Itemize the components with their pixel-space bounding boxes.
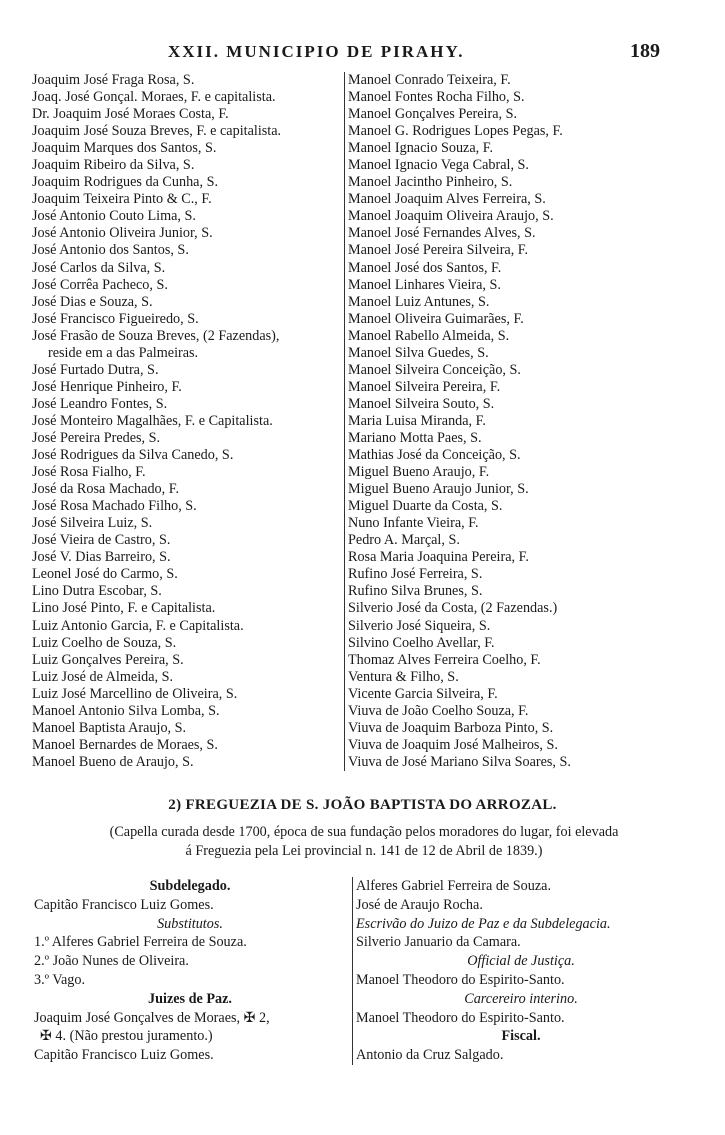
- list-item: Viuva de José Mariano Silva Soares, S.: [348, 753, 571, 770]
- left-name-column: [32, 72, 344, 771]
- list-item: Vicente Garcia Silveira, F.: [348, 685, 498, 702]
- list-item: Manoel Ignacio Vega Cabral, S.: [348, 157, 529, 174]
- right-name-column: [344, 72, 688, 771]
- list-item: José Monteiro Magalhães, F. e Capitalista.: [32, 412, 273, 429]
- official-justica-name: Manoel Theodoro do Espirito-Santo.: [356, 971, 565, 988]
- carcereiro-name: Manoel Theodoro do Espirito-Santo.: [356, 1009, 565, 1026]
- list-item: Silverio José Siqueira, S.: [348, 617, 491, 634]
- list-item: Manoel Silva Guedes, S.: [348, 344, 489, 361]
- list-item: José Antonio Couto Lima, S.: [32, 208, 196, 225]
- list-item: Mathias José da Conceição, S.: [348, 447, 521, 464]
- list-item: Dr. Joaquim José Moraes Costa, F.: [32, 106, 229, 123]
- list-item: Manoel Luiz Antunes, S.: [348, 293, 490, 310]
- list-item: Joaquim José Fraga Rosa, S.: [32, 72, 195, 88]
- list-item: Manoel Bernardes de Moraes, S.: [32, 736, 218, 753]
- list-item: José Henrique Pinheiro, F.: [32, 378, 182, 395]
- list-item: Luiz Coelho de Souza, S.: [32, 634, 177, 651]
- list-item: Silvino Coelho Avellar, F.: [348, 634, 495, 651]
- list-item: Silverio José da Costa, (2 Fazendas.): [348, 600, 558, 617]
- list-item: Manoel Joaquim Alves Ferreira, S.: [348, 191, 546, 208]
- page-title: XXII. MUNICIPIO DE PIRAHY.: [168, 42, 465, 61]
- list-item: Pedro A. Marçal, S.: [348, 532, 460, 549]
- list-item: Manoel Antonio Silva Lomba, S.: [32, 702, 220, 719]
- list-item: Leonel José do Carmo, S.: [32, 566, 178, 583]
- list-item: Miguel Duarte da Costa, S.: [348, 498, 503, 515]
- page-number: 189: [630, 40, 660, 62]
- list-item: Manoel Rabello Almeida, S.: [348, 327, 510, 344]
- page-header: [0, 38, 725, 68]
- substituto-item: 2.º João Nunes de Oliveira.: [34, 953, 189, 970]
- official-line: Alferes Gabriel Ferreira de Souza.: [356, 878, 551, 894]
- list-item: José Pereira Predes, S.: [32, 429, 161, 446]
- section-title: 2) FREGUEZIA DE S. JOÃO BAPTISTA DO ARROZAL.: [168, 797, 557, 813]
- list-item: José Antonio dos Santos, S.: [32, 242, 189, 259]
- list-item: Joaquim Marques dos Santos, S.: [32, 140, 217, 157]
- list-item: Manoel Ignacio Souza, F.: [348, 140, 494, 157]
- list-item: Luiz Antonio Garcia, F. e Capitalista.: [32, 617, 244, 634]
- list-item: Manoel Baptista Araujo, S.: [32, 719, 187, 736]
- list-item: Viuva de Joaquim Barboza Pinto, S.: [348, 719, 554, 736]
- juiz-line: ✠ 4. (Não prestou juramento.): [40, 1028, 213, 1045]
- list-item: Ventura & Filho, S.: [348, 668, 459, 685]
- list-item: Rufino Silva Brunes, S.: [348, 583, 483, 600]
- list-item: José Frasão de Souza Breves, (2 Fazendas),: [32, 327, 280, 344]
- list-item: Manoel Silveira Pereira, F.: [348, 378, 501, 395]
- list-item: José Leandro Fontes, S.: [32, 395, 168, 412]
- list-item: Miguel Bueno Araujo Junior, S.: [348, 481, 529, 498]
- list-item: Manoel Silveira Souto, S.: [348, 395, 495, 412]
- official-justica-heading: Official de Justiça.: [467, 953, 575, 970]
- list-item: Lino Dutra Escobar, S.: [32, 583, 162, 600]
- officials-left-block: [34, 877, 346, 1065]
- list-item: Manoel G. Rodrigues Lopes Pegas, F.: [348, 123, 563, 140]
- list-item: José Rodrigues da Silva Canedo, S.: [32, 447, 234, 464]
- list-item: Luiz Gonçalves Pereira, S.: [32, 651, 184, 668]
- list-item: José V. Dias Barreiro, S.: [32, 549, 171, 566]
- section-note: [34, 823, 694, 861]
- list-item: Maria Luisa Miranda, F.: [348, 412, 486, 429]
- list-item: Nuno Infante Vieira, F.: [348, 515, 479, 532]
- list-item: Joaquim Ribeiro da Silva, S.: [32, 157, 195, 174]
- list-item: Manoel Oliveira Guimarães, F.: [348, 310, 524, 327]
- list-item: Thomaz Alves Ferreira Coelho, F.: [348, 651, 541, 668]
- list-item: Viuva de Joaquim José Malheiros, S.: [348, 736, 558, 753]
- list-item: Joaq. José Gonçal. Moraes, F. e capitalista.: [32, 89, 276, 106]
- list-item: Manoel José Pereira Silveira, F.: [348, 242, 529, 259]
- list-item: Luiz José de Almeida, S.: [32, 668, 174, 685]
- list-item: Manoel José dos Santos, F.: [348, 259, 502, 276]
- juizes-heading: Juizes de Paz.: [148, 990, 232, 1007]
- list-item: José da Rosa Machado, F.: [32, 481, 180, 498]
- list-item: Luiz José Marcellino de Oliveira, S.: [32, 685, 238, 702]
- list-item: Viuva de João Coelho Souza, F.: [348, 702, 529, 719]
- subdelegado-name: Capitão Francisco Luiz Gomes.: [34, 896, 214, 913]
- subdelegado-heading: Subdelegado.: [149, 878, 231, 894]
- list-item: José Rosa Fialho, F.: [32, 464, 146, 481]
- list-item: Joaquim Teixeira Pinto & C., F.: [32, 191, 212, 208]
- juiz-line: Capitão Francisco Luiz Gomes.: [34, 1047, 214, 1064]
- list-item: José Dias e Souza, S.: [32, 293, 153, 310]
- list-item: José Vieira de Castro, S.: [32, 532, 171, 549]
- list-item: Rufino José Ferreira, S.: [348, 566, 483, 583]
- list-item: Mariano Motta Paes, S.: [348, 429, 482, 446]
- list-item: José Rosa Machado Filho, S.: [32, 498, 197, 515]
- list-item: José Antonio Oliveira Junior, S.: [32, 225, 213, 242]
- fiscal-name: Antonio da Cruz Salgado.: [356, 1047, 504, 1064]
- list-item: Manoel José Fernandes Alves, S.: [348, 225, 536, 242]
- list-item: José Francisco Figueiredo, S.: [32, 310, 199, 327]
- list-item: José Furtado Dutra, S.: [32, 361, 159, 378]
- list-item: Manoel Linhares Vieira, S.: [348, 276, 501, 293]
- substitutos-heading: Substitutos.: [157, 915, 223, 932]
- carcereiro-heading: Carcereiro interino.: [464, 990, 578, 1007]
- list-item: José Corrêa Pacheco, S.: [32, 276, 168, 293]
- escrivao-name: Silverio Januario da Camara.: [356, 934, 521, 951]
- list-item: Manoel Jacintho Pinheiro, S.: [348, 174, 513, 191]
- list-item-continuation: reside em a das Palmeiras.: [48, 344, 199, 361]
- list-item: Lino José Pinto, F. e Capitalista.: [32, 600, 216, 617]
- list-item: Manoel Fontes Rocha Filho, S.: [348, 89, 525, 106]
- juiz-line: Joaquim José Gonçalves de Moraes, ✠ 2,: [34, 1009, 270, 1026]
- list-item: José Silveira Luiz, S.: [32, 515, 153, 532]
- section-note-line: (Capella curada desde 1700, época de sua fundação pelos moradores do lugar, foi elevada: [109, 824, 619, 840]
- list-item: Miguel Bueno Araujo, F.: [348, 464, 490, 481]
- official-line: José de Araujo Rocha.: [356, 896, 483, 913]
- list-item: Manoel Joaquim Oliveira Araujo, S.: [348, 208, 554, 225]
- list-item: Joaquim José Souza Breves, F. e capitalista.: [32, 123, 282, 140]
- list-item: Manoel Conrado Teixeira, F.: [348, 72, 511, 88]
- substituto-item: 1.º Alferes Gabriel Ferreira de Souza.: [34, 934, 247, 951]
- list-item: Manoel Silveira Conceição, S.: [348, 361, 521, 378]
- list-item: Manoel Bueno de Araujo, S.: [32, 753, 194, 770]
- officials-right-block: [352, 877, 686, 1065]
- escrivao-heading: Escrivão do Juizo de Paz e da Subdelegacia.: [356, 915, 611, 932]
- list-item: Manoel Gonçalves Pereira, S.: [348, 106, 518, 123]
- substituto-item: 3.º Vago.: [34, 971, 86, 988]
- fiscal-heading: Fiscal.: [501, 1028, 541, 1045]
- section-note-line: á Freguezia pela Lei provincial n. 141 de 12 de Abril de 1839.): [185, 843, 543, 859]
- list-item: José Carlos da Silva, S.: [32, 259, 166, 276]
- list-item: Joaquim Rodrigues da Cunha, S.: [32, 174, 219, 191]
- list-item: Rosa Maria Joaquina Pereira, F.: [348, 549, 529, 566]
